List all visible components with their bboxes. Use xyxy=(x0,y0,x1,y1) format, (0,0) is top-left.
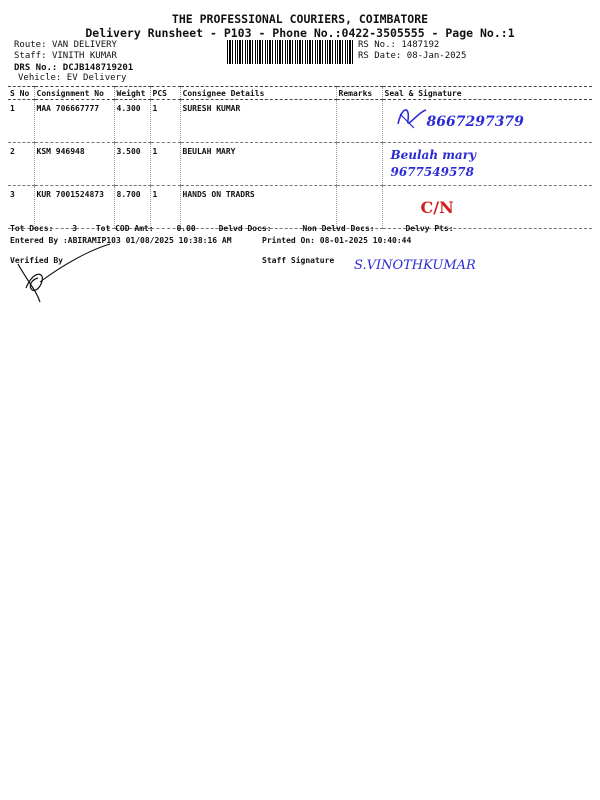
staff-line xyxy=(14,51,117,61)
rs-date-line xyxy=(358,51,466,61)
drs-label: DRS No.: xyxy=(14,63,58,73)
row-sno: 3 xyxy=(8,186,34,229)
row-consignment: KSM 946948 xyxy=(34,143,114,186)
cod-label: Tot COD Amt: xyxy=(95,224,154,233)
table-header-row xyxy=(8,87,592,100)
verified-signature-scribble xyxy=(14,242,124,312)
col-sno: S No xyxy=(8,87,34,100)
row-consignee: SURESH KUMAR xyxy=(180,100,336,143)
row-consignment: MAA 706667777 xyxy=(34,100,114,143)
tot-docs-label: Tot Docs: xyxy=(10,224,54,233)
row-consignee: BEULAH MARY xyxy=(180,143,336,186)
rs-no-line xyxy=(358,40,439,50)
delvd-label: Delvd Docs: xyxy=(218,224,272,233)
signature-name-phone: Beulah mary 9677549578 xyxy=(390,148,477,179)
row-pcs: 1 xyxy=(150,100,180,143)
runsheet-subtitle: Delivery Runsheet - P103 - Phone No.:0422-3505555 - Page No.:1 xyxy=(85,26,515,40)
cn-mark: C/N xyxy=(420,198,454,217)
printed-on: Printed On: 08-01-2025 10:40:44 xyxy=(262,236,412,245)
rs-date-value: 08-Jan-2025 xyxy=(406,51,467,61)
rs-no-value: 1487192 xyxy=(401,40,440,50)
row-weight: 4.300 xyxy=(114,100,150,143)
signature-phone: 8667297379 xyxy=(426,114,524,130)
row-pcs: 1 xyxy=(150,186,180,229)
seal-scribble xyxy=(392,102,432,132)
row-sno: 2 xyxy=(8,143,34,186)
row-consignee: HANDS ON TRADRS xyxy=(180,186,336,229)
row-weight: 8.700 xyxy=(114,186,150,229)
row-remarks xyxy=(336,186,382,229)
entered-by: Entered By :ABIRAMIP103 01/08/2025 10:38:16 AM xyxy=(10,236,232,245)
document-title: THE PROFESSIONAL COURIERS, COIMBATORE xyxy=(171,12,429,26)
table-row xyxy=(8,143,592,186)
row-weight: 3.500 xyxy=(114,143,150,186)
row-sno: 1 xyxy=(8,100,34,143)
delvy-pts-label: Delvy Pts: xyxy=(405,224,454,233)
row-remarks xyxy=(336,143,382,186)
table-row xyxy=(8,186,592,229)
col-signature: Seal & Signature xyxy=(382,87,592,100)
staff-signature-label: Staff Signature xyxy=(262,256,335,265)
table-row xyxy=(8,100,592,143)
staff-signature: S.VINOTHKUMAR xyxy=(354,258,476,273)
vehicle-line xyxy=(18,73,126,83)
vehicle-label: Vehicle: xyxy=(18,73,62,83)
row-pcs: 1 xyxy=(150,143,180,186)
rs-date-label: RS Date: xyxy=(358,51,402,61)
verified-by-label: Verified By xyxy=(10,256,63,265)
route-line xyxy=(14,40,117,50)
row-signature xyxy=(382,143,592,186)
cod-value: 0.00 xyxy=(176,224,196,233)
col-remarks: Remarks xyxy=(336,87,382,100)
row-remarks xyxy=(336,100,382,143)
drs-value: DCJB148719201 xyxy=(62,63,134,73)
drs-line xyxy=(14,63,133,73)
col-consignment: Consignment No xyxy=(34,87,114,100)
row-signature xyxy=(382,186,592,229)
totals-line xyxy=(10,224,454,233)
route-value: VAN DELIVERY xyxy=(51,40,117,50)
col-pcs: PCS xyxy=(150,87,180,100)
col-consignee: Consignee Details xyxy=(180,87,336,100)
col-weight: Weight xyxy=(114,87,150,100)
staff-value: VINITH KUMAR xyxy=(51,51,117,61)
non-delvd-label: Non Delvd Docs: xyxy=(302,224,375,233)
row-consignment: KUR 7001524873 xyxy=(34,186,114,229)
staff-label: Staff: xyxy=(14,51,47,61)
rs-no-label: RS No.: xyxy=(358,40,396,50)
vehicle-value: EV Delivery xyxy=(66,73,127,83)
route-label: Route: xyxy=(14,40,47,50)
drs-barcode xyxy=(227,40,353,64)
tot-docs-value: 3 xyxy=(72,224,78,233)
runsheet-table xyxy=(8,86,592,229)
